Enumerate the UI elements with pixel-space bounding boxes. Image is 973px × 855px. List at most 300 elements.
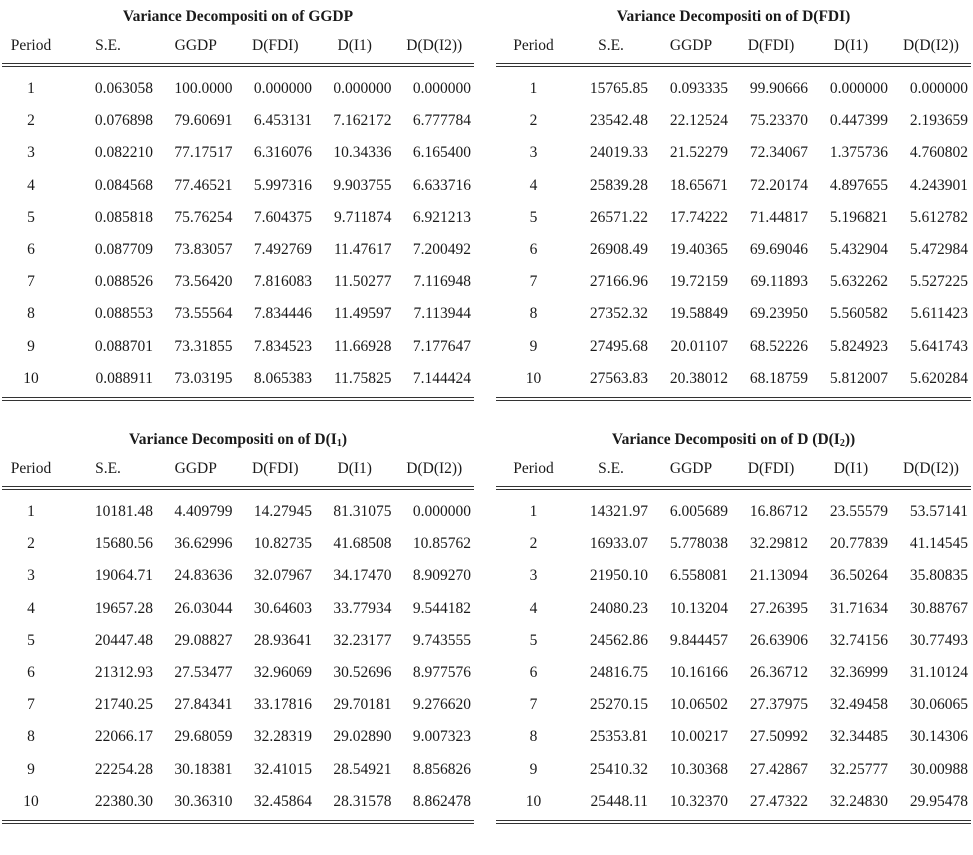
period-cell: 6	[27, 664, 35, 682]
value-cell: 1.375736	[829, 144, 888, 162]
value-cell: 10.00217	[669, 728, 728, 746]
value-cell: 21950.10	[589, 567, 648, 585]
value-cell: 79.60691	[174, 112, 233, 130]
table-row	[2, 266, 474, 298]
table-row	[2, 657, 474, 689]
value-cell: 6.777784	[412, 112, 471, 130]
column-header: Period	[10, 460, 52, 477]
period-cell: 2	[27, 535, 35, 553]
value-cell: 69.23950	[749, 305, 808, 323]
period-cell: 10	[23, 792, 39, 810]
value-cell: 21.52279	[669, 144, 728, 162]
value-cell: 26.03044	[174, 599, 233, 617]
value-cell: 25410.32	[589, 760, 648, 778]
period-cell: 1	[27, 503, 35, 520]
value-cell: 0.087709	[94, 241, 153, 259]
table-row	[2, 137, 474, 169]
panel-title-subscript: 2	[839, 438, 845, 449]
value-cell: 20.38012	[669, 369, 728, 387]
value-cell: 11.66928	[333, 337, 392, 355]
value-cell: 10.16166	[669, 664, 728, 682]
panel-title-text: Variance Decompositi on of D (D(I	[611, 431, 840, 448]
panel-title-text: Variance Decompositi on of D(I	[129, 431, 337, 448]
value-cell: 77.17517	[174, 144, 233, 162]
value-cell: 0.088553	[94, 305, 153, 323]
value-cell: 32.24830	[829, 792, 888, 810]
value-cell: 14321.97	[589, 503, 648, 520]
value-cell: 36.50264	[829, 567, 888, 585]
table-row	[2, 202, 474, 234]
value-cell: 7.834446	[253, 305, 312, 323]
value-cell: 27563.83	[589, 369, 648, 387]
column-header: GGDP	[669, 37, 713, 54]
column-header: D(I1)	[833, 460, 869, 477]
value-cell: 6.921213	[412, 208, 471, 226]
table-row	[496, 266, 971, 298]
value-cell: 27.42867	[749, 760, 808, 778]
value-cell: 24816.75	[589, 664, 648, 682]
value-cell: 10.82735	[253, 535, 312, 553]
value-cell: 99.90666	[749, 80, 808, 97]
value-cell: 11.47617	[333, 241, 392, 259]
value-cell: 20.01107	[670, 337, 728, 355]
table-row	[496, 593, 971, 625]
decomposition-table	[496, 29, 971, 395]
value-cell: 68.52226	[749, 337, 808, 355]
table-row	[496, 754, 971, 786]
value-cell: 30.00988	[909, 760, 968, 778]
header-row	[496, 29, 971, 63]
period-cell: 8	[27, 728, 35, 746]
period-cell: 3	[529, 144, 538, 162]
period-cell: 4	[529, 176, 538, 194]
bottom-rule	[2, 820, 474, 824]
value-cell: 0.000000	[412, 503, 471, 520]
value-cell: 23.55579	[829, 503, 888, 520]
value-cell: 32.96069	[253, 664, 312, 682]
value-cell: 5.778038	[669, 535, 728, 553]
value-cell: 0.000000	[909, 80, 968, 97]
table-row	[496, 170, 971, 202]
period-cell: 3	[27, 567, 35, 585]
table-row	[496, 137, 971, 169]
value-cell: 5.620284	[909, 369, 968, 387]
value-cell: 28.31578	[333, 792, 392, 810]
table-row	[2, 496, 474, 528]
panel-title-text: Variance Decompositi on of D(FDI)	[616, 8, 851, 25]
value-cell: 21.13094	[749, 567, 808, 585]
value-cell: 16.86712	[749, 503, 808, 520]
value-cell: 11.50277	[333, 273, 392, 291]
value-cell: 73.83057	[174, 241, 233, 259]
value-cell: 4.409799	[174, 503, 233, 520]
value-cell: 7.177647	[412, 337, 471, 355]
panel-title	[2, 5, 474, 29]
value-cell: 100.0000	[174, 80, 233, 97]
column-header: D(D(I2))	[406, 37, 463, 54]
variance-panel-4	[496, 428, 971, 824]
value-cell: 22066.17	[94, 728, 153, 746]
value-cell: 4.760802	[909, 144, 968, 162]
column-header: D(D(I2))	[903, 37, 959, 54]
panel-title-text: Variance Decompositi on of GGDP	[122, 8, 354, 25]
period-cell: 8	[27, 305, 35, 323]
value-cell: 31.71634	[829, 599, 888, 617]
value-cell: 5.641743	[909, 337, 968, 355]
value-cell: 8.862478	[412, 792, 471, 810]
period-cell: 1	[529, 503, 538, 520]
value-cell: 0.447399	[829, 112, 888, 130]
table-row	[496, 786, 971, 818]
value-cell: 24.83636	[174, 567, 233, 585]
variance-panel-3	[2, 428, 474, 824]
value-cell: 30.77493	[909, 631, 968, 649]
value-cell: 10.85762	[412, 535, 471, 553]
period-cell: 2	[529, 112, 538, 130]
value-cell: 0.000000	[253, 80, 312, 97]
value-cell: 81.31075	[333, 503, 392, 520]
value-cell: 9.903755	[333, 176, 392, 194]
table-row	[496, 560, 971, 592]
value-cell: 9.544182	[412, 599, 471, 617]
column-header: D(FDI)	[252, 37, 299, 54]
value-cell: 30.14306	[909, 728, 968, 746]
column-header: D(I1)	[337, 460, 372, 477]
column-header: D(D(I2))	[903, 460, 959, 477]
table-row	[2, 528, 474, 560]
column-header: GGDP	[174, 460, 217, 477]
column-header: D(FDI)	[747, 37, 795, 54]
column-header: S.E.	[95, 37, 121, 54]
value-cell: 32.34485	[829, 728, 888, 746]
column-header: D(FDI)	[252, 460, 299, 477]
column-header: S.E.	[598, 460, 624, 477]
value-cell: 53.57141	[909, 503, 968, 520]
value-cell: 0.076898	[94, 112, 153, 130]
value-cell: 20.77839	[829, 535, 888, 553]
value-cell: 19.72159	[669, 273, 728, 291]
column-header: D(I1)	[833, 37, 869, 54]
table-row	[496, 363, 971, 395]
table-row	[2, 363, 474, 395]
period-cell: 5	[529, 208, 538, 226]
value-cell: 32.36999	[829, 664, 888, 682]
value-cell: 72.20174	[749, 176, 808, 194]
value-cell: 27166.96	[589, 273, 648, 291]
table-row	[496, 496, 971, 528]
panel-title	[2, 428, 474, 452]
value-cell: 6.005689	[669, 503, 728, 520]
value-cell: 0.088911	[95, 369, 153, 387]
value-cell: 22254.28	[94, 760, 153, 778]
value-cell: 27.47322	[749, 792, 808, 810]
table-row	[2, 298, 474, 330]
period-cell: 6	[27, 241, 35, 259]
period-cell: 3	[529, 567, 538, 585]
header-row	[2, 29, 474, 63]
value-cell: 34.17470	[333, 567, 392, 585]
value-cell: 6.558081	[669, 567, 728, 585]
value-cell: 0.084568	[94, 176, 153, 194]
period-cell: 4	[27, 599, 35, 617]
value-cell: 30.18381	[174, 760, 233, 778]
value-cell: 29.68059	[174, 728, 233, 746]
value-cell: 22380.30	[94, 792, 153, 810]
value-cell: 9.276620	[412, 696, 471, 714]
period-cell: 2	[27, 112, 35, 130]
value-cell: 71.44817	[749, 208, 808, 226]
value-cell: 0.088701	[94, 337, 153, 355]
value-cell: 8.065383	[253, 369, 312, 387]
table-row	[496, 234, 971, 266]
table-row	[496, 721, 971, 753]
period-cell: 4	[27, 176, 35, 194]
value-cell: 19064.71	[94, 567, 153, 585]
period-cell: 7	[529, 696, 538, 714]
table-row	[2, 754, 474, 786]
decomposition-table	[2, 29, 474, 395]
value-cell: 30.52696	[333, 664, 392, 682]
value-cell: 32.41015	[253, 760, 312, 778]
value-cell: 32.45864	[253, 792, 312, 810]
value-cell: 68.18759	[749, 369, 808, 387]
value-cell: 11.49597	[333, 305, 392, 323]
value-cell: 7.834523	[253, 337, 312, 355]
period-cell: 10	[525, 792, 542, 810]
column-header: GGDP	[669, 460, 713, 477]
value-cell: 73.31855	[174, 337, 233, 355]
value-cell: 10.30368	[669, 760, 728, 778]
value-cell: 9.711874	[333, 208, 392, 226]
variance-panel-2	[496, 5, 971, 401]
table-row	[2, 593, 474, 625]
value-cell: 32.28319	[253, 728, 312, 746]
value-cell: 0.085818	[94, 208, 153, 226]
value-cell: 5.824923	[829, 337, 888, 355]
decomposition-table	[496, 452, 971, 818]
period-cell: 7	[529, 273, 538, 291]
value-cell: 27495.68	[589, 337, 648, 355]
value-cell: 36.62996	[174, 535, 233, 553]
value-cell: 0.000000	[333, 80, 392, 97]
value-cell: 35.80835	[909, 567, 968, 585]
value-cell: 0.082210	[94, 144, 153, 162]
value-cell: 9.743555	[412, 631, 471, 649]
value-cell: 8.977576	[412, 664, 471, 682]
value-cell: 5.560582	[829, 305, 888, 323]
value-cell: 26571.22	[589, 208, 648, 226]
column-header: S.E.	[598, 37, 624, 54]
header-row	[2, 452, 474, 486]
table-row	[496, 689, 971, 721]
column-header: S.E.	[95, 460, 121, 477]
value-cell: 5.997316	[253, 176, 312, 194]
panel-title-suffix: ))	[844, 431, 856, 448]
column-header: D(D(I2))	[406, 460, 463, 477]
value-cell: 18.65671	[669, 176, 728, 194]
period-cell: 2	[529, 535, 538, 553]
value-cell: 11.75825	[333, 369, 392, 387]
value-cell: 10.06502	[669, 696, 728, 714]
table-row	[2, 625, 474, 657]
value-cell: 25448.11	[590, 792, 648, 810]
panel-title	[496, 5, 971, 29]
value-cell: 0.088526	[94, 273, 153, 291]
value-cell: 77.46521	[174, 176, 233, 194]
period-cell: 10	[23, 369, 39, 387]
bottom-rule	[496, 820, 971, 824]
table-row	[496, 73, 971, 105]
value-cell: 7.162172	[333, 112, 392, 130]
value-cell: 10.32370	[669, 792, 728, 810]
value-cell: 73.55564	[174, 305, 233, 323]
value-cell: 26.36712	[749, 664, 808, 682]
table-row	[2, 73, 474, 105]
value-cell: 5.632262	[829, 273, 888, 291]
decomposition-table	[2, 452, 474, 818]
value-cell: 10.13204	[669, 599, 728, 617]
value-cell: 28.93641	[253, 631, 312, 649]
value-cell: 32.23177	[333, 631, 392, 649]
value-cell: 0.000000	[829, 80, 888, 97]
table-row	[2, 331, 474, 363]
value-cell: 27.37975	[749, 696, 808, 714]
value-cell: 73.03195	[174, 369, 233, 387]
value-cell: 7.604375	[253, 208, 312, 226]
value-cell: 4.243901	[909, 176, 968, 194]
value-cell: 6.165400	[412, 144, 471, 162]
value-cell: 41.68508	[333, 535, 392, 553]
period-cell: 5	[27, 208, 35, 226]
value-cell: 32.74156	[829, 631, 888, 649]
value-cell: 23542.48	[589, 112, 648, 130]
value-cell: 19657.28	[94, 599, 153, 617]
value-cell: 9.844457	[669, 631, 728, 649]
period-cell: 10	[525, 369, 542, 387]
period-cell: 9	[529, 760, 538, 778]
value-cell: 30.36310	[174, 792, 233, 810]
value-cell: 28.54921	[333, 760, 392, 778]
value-cell: 69.69046	[749, 241, 808, 259]
value-cell: 7.492769	[253, 241, 312, 259]
value-cell: 9.007323	[412, 728, 471, 746]
value-cell: 33.17816	[253, 696, 312, 714]
value-cell: 7.116948	[413, 273, 471, 291]
period-cell: 1	[529, 80, 538, 97]
value-cell: 19.40365	[669, 241, 728, 259]
value-cell: 7.816083	[253, 273, 312, 291]
column-header: Period	[513, 460, 554, 477]
value-cell: 32.29812	[749, 535, 808, 553]
variance-panel-1	[2, 5, 474, 401]
value-cell: 5.196821	[829, 208, 888, 226]
value-cell: 2.193659	[909, 112, 968, 130]
period-cell: 3	[27, 144, 35, 162]
period-cell: 8	[529, 305, 538, 323]
column-header: D(I1)	[337, 37, 372, 54]
value-cell: 5.432904	[829, 241, 888, 259]
value-cell: 29.08827	[174, 631, 233, 649]
value-cell: 75.76254	[174, 208, 233, 226]
value-cell: 15680.56	[94, 535, 153, 553]
value-cell: 73.56420	[174, 273, 233, 291]
value-cell: 30.06065	[909, 696, 968, 714]
period-cell: 1	[27, 80, 35, 97]
period-cell: 9	[529, 337, 538, 355]
period-cell: 6	[529, 664, 538, 682]
period-cell: 9	[27, 337, 35, 355]
value-cell: 25353.81	[589, 728, 648, 746]
table-row	[2, 786, 474, 818]
value-cell: 29.95478	[909, 792, 968, 810]
panel-title	[496, 428, 971, 452]
value-cell: 0.000000	[412, 80, 471, 97]
value-cell: 4.897655	[829, 176, 888, 194]
panel-title-subscript: 1	[336, 438, 342, 449]
column-header: Period	[10, 37, 52, 54]
column-header: GGDP	[174, 37, 217, 54]
period-cell: 5	[27, 631, 35, 649]
table-row	[496, 657, 971, 689]
value-cell: 5.812007	[829, 369, 888, 387]
period-cell: 7	[27, 696, 35, 714]
table-row	[2, 234, 474, 266]
period-cell: 9	[27, 760, 35, 778]
period-cell: 7	[27, 273, 35, 291]
period-cell: 8	[529, 728, 538, 746]
value-cell: 16933.07	[589, 535, 648, 553]
value-cell: 32.07967	[253, 567, 312, 585]
header-row	[496, 452, 971, 486]
value-cell: 32.25777	[829, 760, 888, 778]
table-row	[496, 298, 971, 330]
column-header: D(FDI)	[747, 460, 795, 477]
panel-title-suffix: )	[341, 431, 347, 448]
value-cell: 21740.25	[94, 696, 153, 714]
value-cell: 6.453131	[253, 112, 312, 130]
value-cell: 24562.86	[589, 631, 648, 649]
value-cell: 41.14545	[909, 535, 968, 553]
value-cell: 21312.93	[94, 664, 153, 682]
bottom-rule	[2, 397, 474, 401]
value-cell: 27.50992	[749, 728, 808, 746]
value-cell: 25270.15	[589, 696, 648, 714]
value-cell: 6.633716	[412, 176, 471, 194]
value-cell: 7.200492	[412, 241, 471, 259]
table-row	[496, 331, 971, 363]
value-cell: 24019.33	[589, 144, 648, 162]
value-cell: 72.34067	[749, 144, 808, 162]
value-cell: 26.63906	[749, 631, 808, 649]
period-cell: 6	[529, 241, 538, 259]
value-cell: 0.093335	[669, 80, 728, 97]
value-cell: 30.88767	[909, 599, 968, 617]
value-cell: 33.77934	[333, 599, 392, 617]
value-cell: 6.316076	[253, 144, 312, 162]
value-cell: 27.53477	[174, 664, 233, 682]
value-cell: 19.58849	[669, 305, 728, 323]
value-cell: 10181.48	[94, 503, 153, 520]
value-cell: 5.472984	[909, 241, 968, 259]
value-cell: 20447.48	[94, 631, 153, 649]
value-cell: 27.84341	[174, 696, 233, 714]
value-cell: 17.74222	[669, 208, 728, 226]
value-cell: 10.34336	[333, 144, 392, 162]
value-cell: 24080.23	[589, 599, 648, 617]
value-cell: 7.144424	[412, 369, 471, 387]
table-row	[496, 625, 971, 657]
table-row	[2, 170, 474, 202]
